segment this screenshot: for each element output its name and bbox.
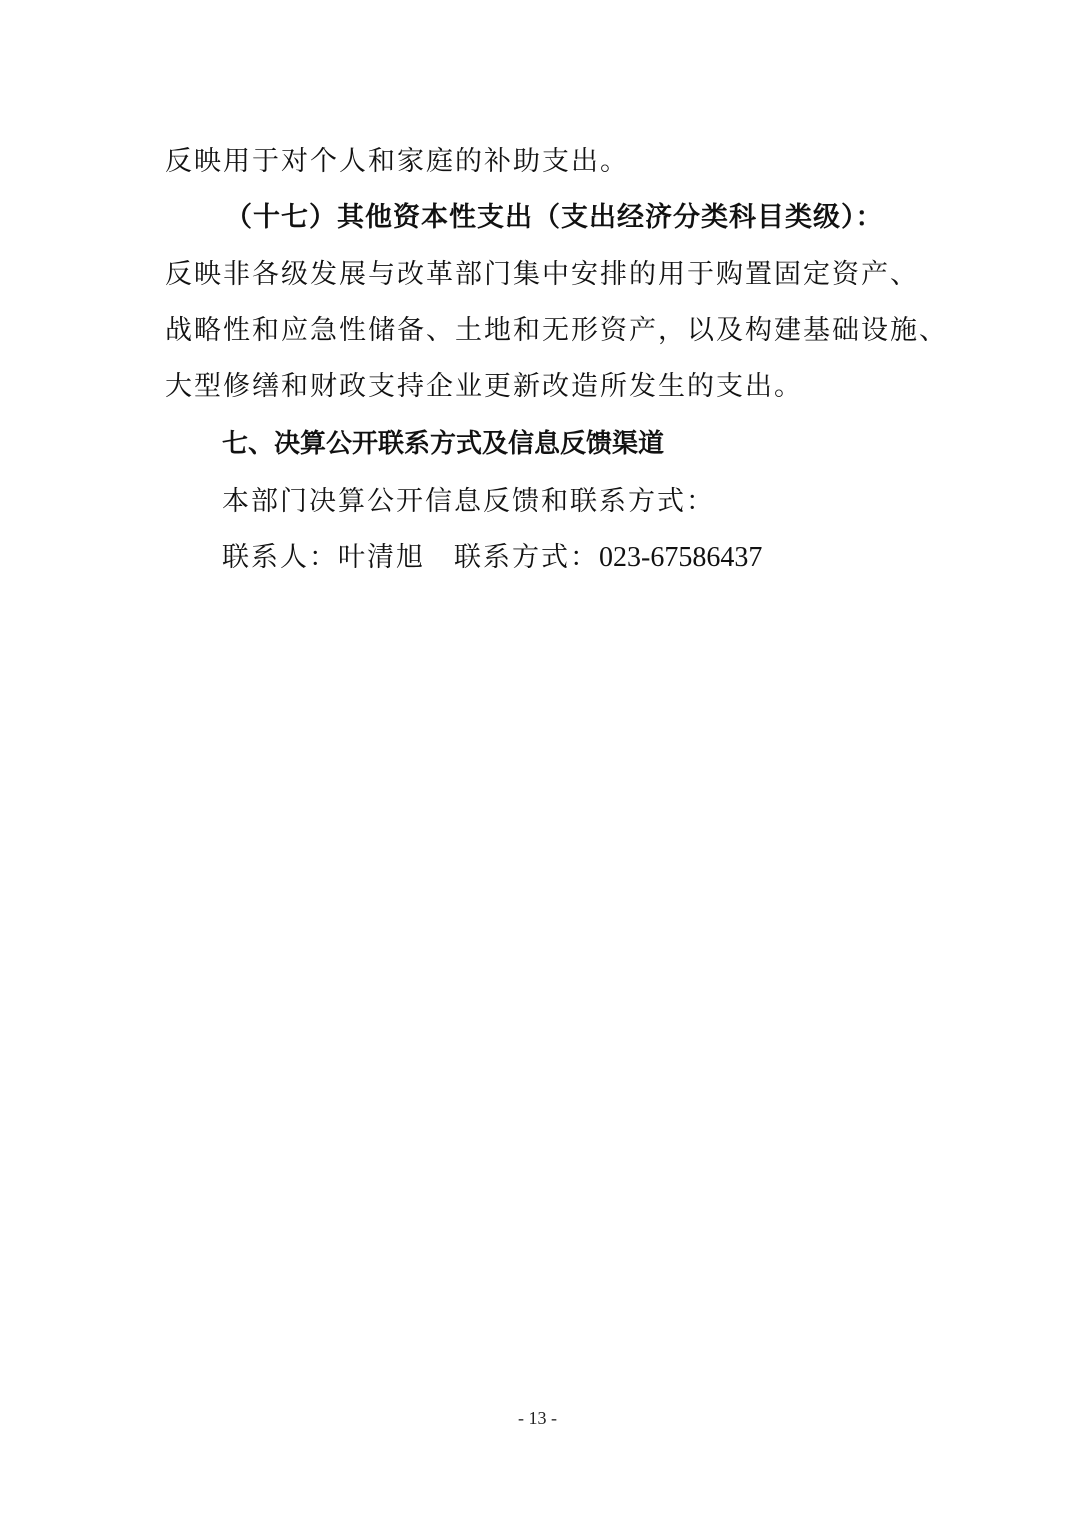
item-17-title: （十七）其他资本性支出（支出经济分类科目类级）： bbox=[225, 202, 884, 233]
item-17-line-3: 大型修缮和财政支持企业更新改造所发生的支出。 bbox=[165, 371, 803, 402]
section-7-intro: 本部门决算公开信息反馈和联系方式： bbox=[222, 486, 715, 517]
contact-line bbox=[222, 540, 762, 576]
contact-label: 联系人：叶清旭 联系方式： bbox=[222, 542, 599, 573]
paragraph-line-1: 反映用于对个人和家庭的补助支出。 bbox=[165, 146, 629, 177]
contact-phone: 023-67586437 bbox=[599, 542, 763, 573]
item-17-line-1: 反映非各级发展与改革部门集中安排的用于购置固定资产、 bbox=[165, 259, 919, 290]
page-number: - 13 - bbox=[518, 1408, 557, 1428]
section-7-heading: 七、决算公开联系方式及信息反馈渠道 bbox=[222, 429, 665, 459]
item-17-line-2: 战略性和应急性储备、土地和无形资产，以及构建基础设施、 bbox=[165, 315, 948, 346]
